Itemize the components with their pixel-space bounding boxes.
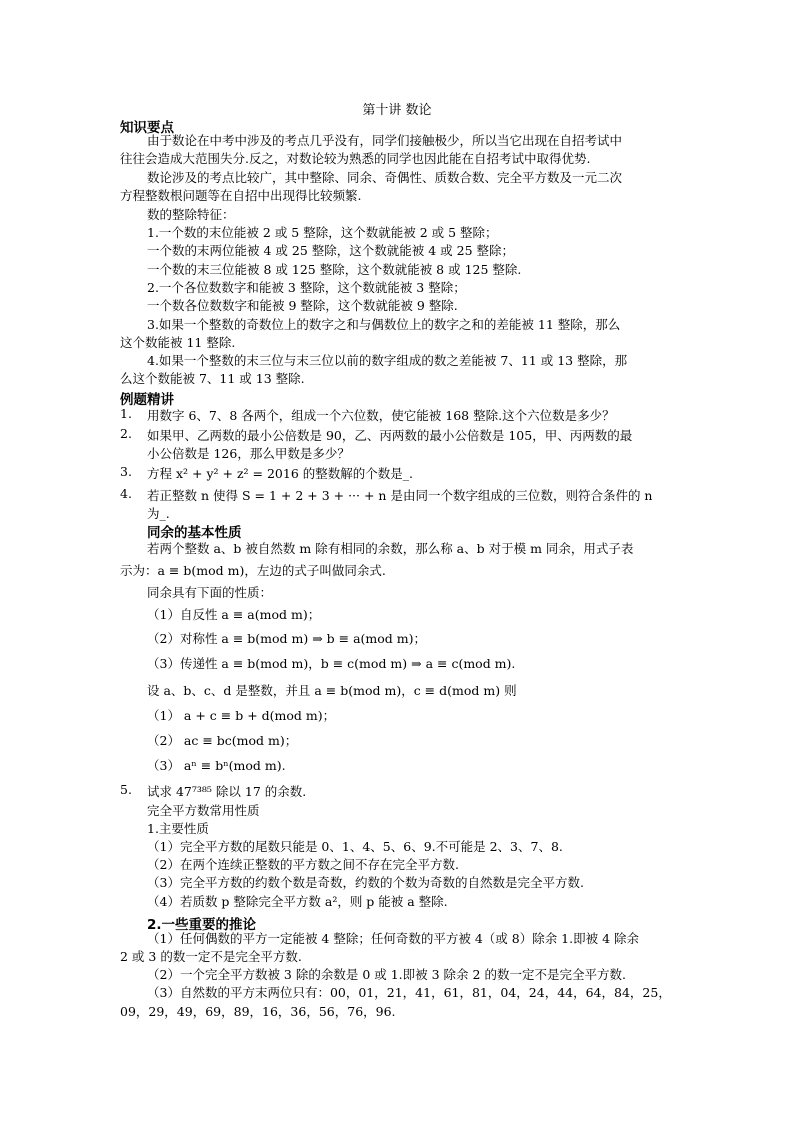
formula: （1） a + c ≡ b + d(mod m)； <box>147 708 336 723</box>
example-text: 如果甲、乙两数的最小公倍数是 90，乙、丙两数的最小公倍数是 105，甲、丙两数的最 <box>147 428 633 443</box>
formula: （2） ac ≡ bc(mod m)； <box>147 733 298 748</box>
paragraph: 方程整数根问题等在自招中出现得比较频繁. <box>120 188 362 203</box>
example-text: 方程 x² + y² + z² = 2016 的整数解的个数是_. <box>147 466 413 481</box>
paragraph: 一个数各位数数字和能被 9 整除，这个数就能被 9 整除. <box>147 298 458 313</box>
paragraph: 这个数能被 11 整除. <box>120 335 236 350</box>
example-text: 用数字 6、7、8 各两个，组成一个六位数，使它能被 168 整除.这个六位数是多少？ <box>147 408 615 423</box>
formula: （3） aⁿ ≡ bⁿ(mod m). <box>147 758 286 773</box>
paragraph: 么这个数能被 7、11 或 13 整除. <box>120 371 305 386</box>
property-item: （1）完全平方数的尾数只能是 0、1、4、5、6、9.不可能是 2、3、7、8. <box>147 839 563 854</box>
formula: 设 a、b、c、d 是整数，并且 a ≡ b(mod m)，c ≡ d(mod m) 则 <box>147 683 517 698</box>
formula: （2）对称性 a ≡ b(mod m) ⇒ b ≡ a(mod m)； <box>147 631 427 646</box>
paragraph: 4.如果一个整数的末三位与末三位以前的数字组成的数之差能被 7、11 或 13 整除，那 <box>147 353 628 368</box>
paragraph: 若两个整数 a、b 被自然数 m 除有相同的余数，那么称 a、b 对于模 m 同余，用式子表 <box>147 541 634 556</box>
subheading: 完全平方数常用性质 <box>147 803 260 818</box>
paragraph: 2.一个各位数数字和能被 3 整除，这个数就能被 3 整除； <box>147 280 466 295</box>
example-text: 为_. <box>147 506 170 521</box>
property-item: （1）任何偶数的平方一定能被 4 整除；任何奇数的平方被 4（或 8）除余 1.即被 4 除余 <box>147 931 640 946</box>
paragraph: 一个数的末三位能被 8 或 125 整除，这个数就能被 8 或 125 整除. <box>147 262 522 277</box>
item-number: 2. <box>120 426 132 441</box>
paragraph: 数论涉及的考点比较广，其中整除、同余、奇偶性、质数合数、完全平方数及一元二次 <box>147 170 623 185</box>
paragraph: 1.一个数的末位能被 2 或 5 整除，这个数就能被 2 或 5 整除； <box>147 225 498 240</box>
property-item: 09，29，49，69，89，16，36，56，76，96. <box>120 1004 396 1019</box>
example-text: 试求 47⁷³⁸⁵ 除以 17 的余数. <box>147 784 307 799</box>
formula: （1）自反性 a ≡ a(mod m)； <box>147 607 321 622</box>
property-item: （2）在两个连续正整数的平方数之间不存在完全平方数. <box>147 857 459 872</box>
property-item: （2）一个完全平方数被 3 除的余数是 0 或 1.即被 3 除余 2 的数一定不是完全平方数. <box>147 967 626 982</box>
property-item: 2 或 3 的数一定不是完全平方数. <box>120 949 302 964</box>
paragraph: 往往会造成大范围失分.反之，对数论较为熟悉的同学也因此能在自招考试中取得优势. <box>120 151 591 166</box>
subheading: 1.主要性质 <box>147 821 209 836</box>
section-examples: 例题精讲 <box>120 392 174 408</box>
formula: （3）传递性 a ≡ b(mod m)，b ≡ c(mod m) ⇒ a ≡ c(mod m). <box>147 656 516 671</box>
section-knowledge: 知识要点 <box>120 120 174 136</box>
paragraph: 示为：a ≡ b(mod m)，左边的式子叫做同余式. <box>120 563 386 578</box>
paragraph: 同余具有下面的性质： <box>147 585 273 600</box>
item-number: 3. <box>120 464 132 479</box>
paragraph: 3.如果一个整数的奇数位上的数字之和与偶数位上的数字之和的差能被 11 整除，那么 <box>147 317 621 332</box>
property-item: （3）自然数的平方末两位只有：00，01，21，41，61，81，04，24，44，64，84，25， <box>147 985 671 1000</box>
example-text: 若正整数 n 使得 S = 1 + 2 + 3 + ··· + n 是由同一个数字组成的三位数，则符合条件的 n <box>147 488 653 503</box>
item-number: 1. <box>120 406 132 421</box>
example-text: 小公倍数是 126，那么甲数是多少？ <box>147 446 350 461</box>
property-item: （4）若质数 p 整除完全平方数 a²，则 p 能被 a 整除. <box>147 894 448 909</box>
section-congruence: 同余的基本性质 <box>147 525 242 541</box>
item-number: 5. <box>120 782 132 797</box>
paragraph: 数的整除特征： <box>147 207 235 222</box>
item-number: 4. <box>120 486 132 501</box>
section-inferences: 2.一些重要的推论 <box>147 917 257 933</box>
page-title: 第十讲 数论 <box>362 103 432 118</box>
paragraph: 一个数的末两位能被 4 或 25 整除，这个数就能被 4 或 25 整除； <box>147 243 515 258</box>
property-item: （3）完全平方数的约数个数是奇数，约数的个数为奇数的自然数是完全平方数. <box>147 875 584 890</box>
paragraph: 由于数论在中考中涉及的考点几乎没有，同学们接触极少，所以当它出现在自招考试中 <box>147 133 623 148</box>
